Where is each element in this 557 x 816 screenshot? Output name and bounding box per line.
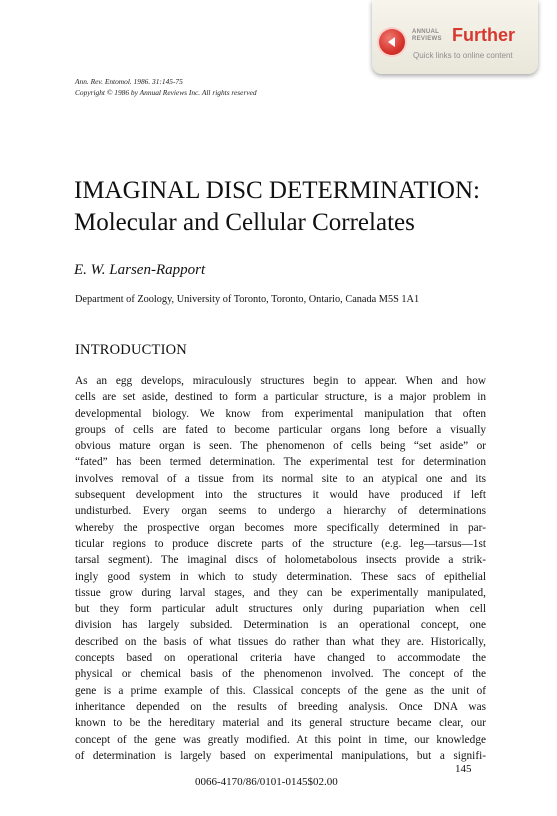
- body-line: division has largely subsided. Determination is an operational concept, one: [75, 619, 486, 632]
- body-line: groups of cells are fated to become particular organs long before a visually: [75, 423, 486, 436]
- further-title[interactable]: Further: [452, 25, 515, 45]
- body-paragraph: [75, 373, 486, 764]
- body-line: inheritance depended on the results of breeding analysis. Once DNA was: [75, 700, 486, 713]
- author-name: E. W. Larsen-Rapport: [74, 262, 206, 278]
- article-title: IMAGINAL DISC DETERMINATION:: [74, 177, 480, 204]
- body-line: cells are set aside, destined to form a particular structure, is a major problem in: [75, 391, 486, 404]
- body-line: concept of the gene was greatly modified. At this point in time, our knowledge: [75, 733, 486, 746]
- body-line: of determination is largely based on experimental manipulations, but a signifi-: [75, 749, 486, 762]
- further-button[interactable]: [379, 29, 405, 55]
- further-subtitle[interactable]: Quick links to online content: [413, 51, 513, 60]
- body-line: known to be the hereditary material and its general structure became clear, our: [75, 717, 486, 730]
- article-code: 0066-4170/86/0101-0145$02.00: [195, 776, 338, 788]
- body-line: tissue grow during larval stages, and they can be experimentally manipulated,: [75, 586, 486, 599]
- body-line: ingly good system in which to study determination. These sacs of epithelial: [75, 570, 486, 583]
- brand-line-1: ANNUAL: [412, 29, 440, 35]
- body-line: ticular regions to produce discrete parts of the structure (e.g. leg—tarsus—1st: [75, 537, 486, 550]
- annual-reviews-further-banner[interactable]: [372, 0, 538, 74]
- body-line: gene is a prime example of this. Classical concepts of the gene as the unit of: [75, 684, 486, 697]
- body-line: involves removal of a tissue from its normal site to an atypical one and its: [75, 472, 486, 485]
- brand-line-2: REVIEWS: [412, 36, 442, 42]
- annual-reviews-logo: [412, 29, 452, 43]
- body-line: concepts based on operational criteria have changed to accommodate the: [75, 652, 486, 665]
- body-line: As an egg develops, miraculously structures begin to appear. When and how: [75, 375, 486, 387]
- body-line: physical or chemical basis of the phenomenon involved. The concept of the: [75, 668, 486, 681]
- body-line: but they form particular adult structures only during pupariation when cell: [75, 603, 486, 616]
- journal-citation: Ann. Rev. Entomol. 1986. 31:145-75: [75, 77, 183, 86]
- article-subtitle: Molecular and Cellular Correlates: [74, 209, 415, 236]
- body-line: undisturbed. Every organ seems to undergo a hierarchy of determinations: [75, 505, 486, 518]
- body-line: obvious mature organ is seen. The phenomenon of cells being “set aside” or: [75, 440, 486, 453]
- body-line: tarsal segment). The imaginal discs of holometabolous insects provide a strik-: [75, 554, 486, 567]
- section-heading: INTRODUCTION: [75, 342, 187, 358]
- page-number: 145: [455, 763, 472, 775]
- body-line: “fated” has been termed determination. The experimental test for determination: [75, 456, 486, 469]
- author-affiliation: Department of Zoology, University of Toronto, Toronto, Ontario, Canada M5S 1A1: [75, 294, 420, 305]
- body-line: described on the basis of what tissues do rather than what they are. Historically,: [75, 635, 486, 648]
- left-arrow-icon: [386, 36, 398, 48]
- body-line: developmental biology. We know from experimental manipulation that often: [75, 407, 486, 420]
- copyright-line: Copyright © 1986 by Annual Reviews Inc. All rights reserved: [75, 88, 257, 97]
- body-line: whereby the prospective organ becomes more specifically determined in par-: [75, 521, 486, 534]
- body-line: subsequent development into the structures it would have produced if left: [75, 489, 486, 502]
